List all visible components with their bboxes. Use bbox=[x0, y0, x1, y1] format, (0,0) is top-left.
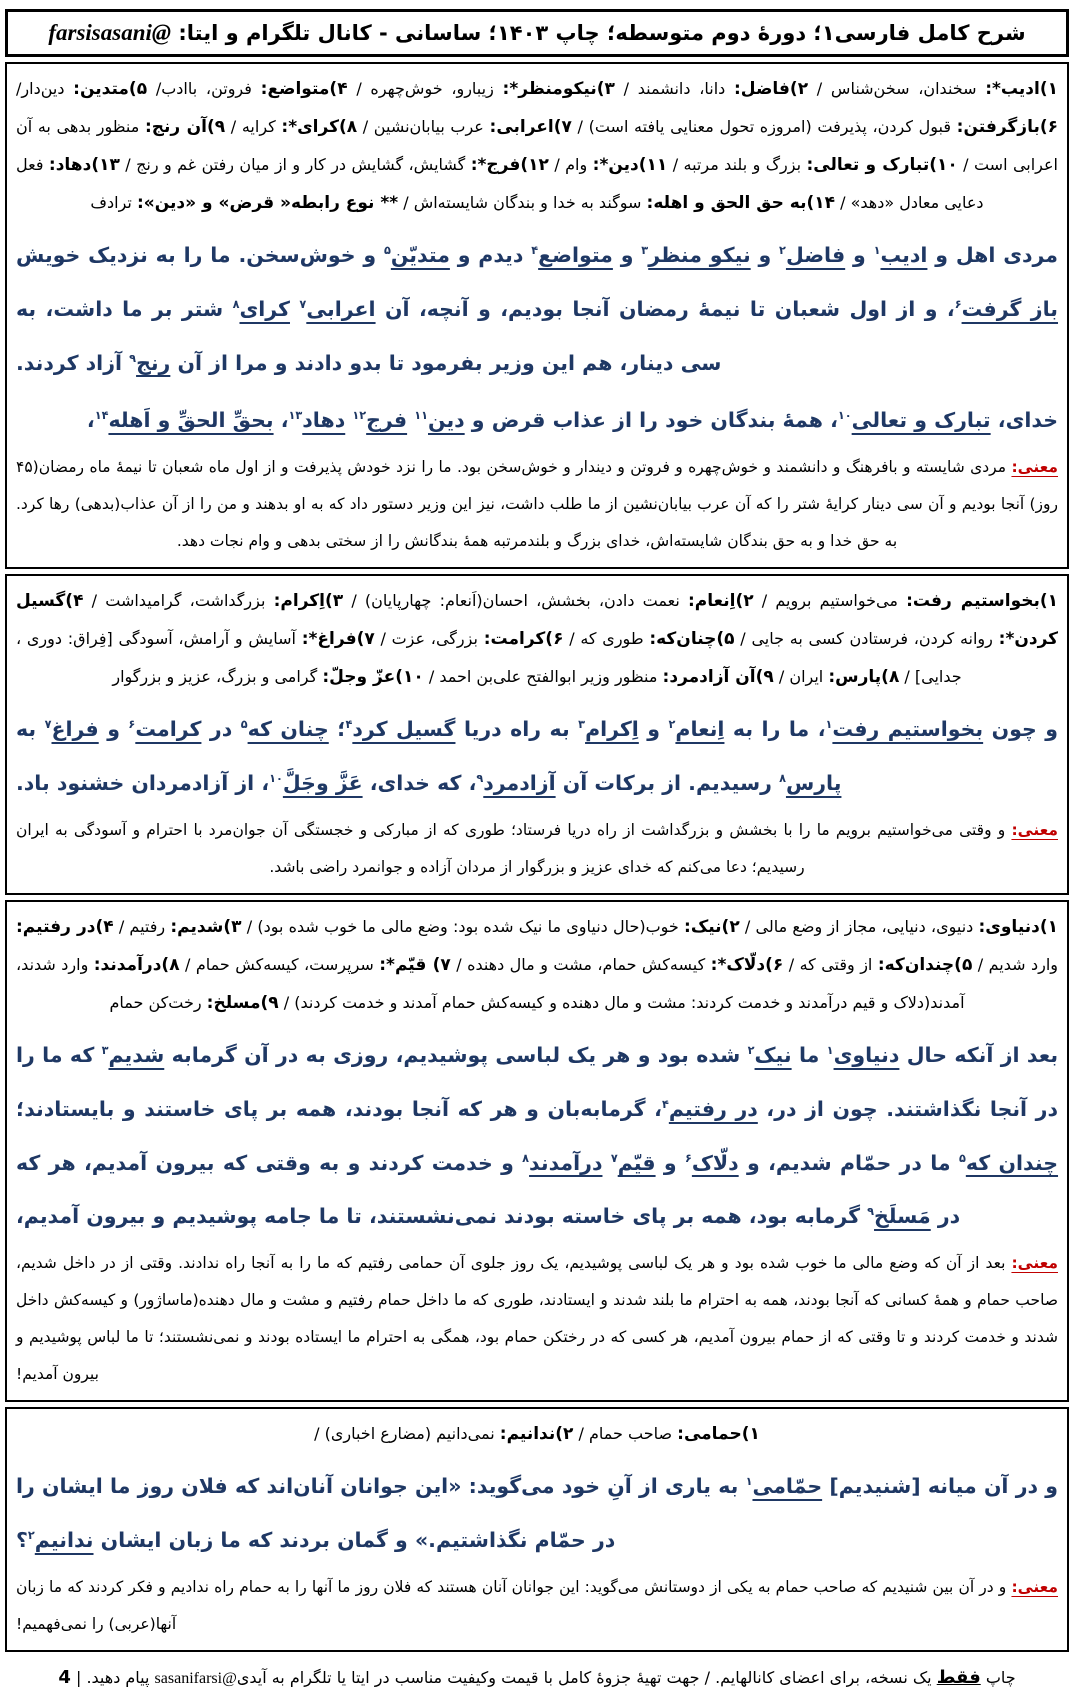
vocabulary-definitions: ۱)بخواستیم رفت: می‌خواستیم برویم / ۲)اِنعام: نعمت دادن، بخشش، احسان(اَنعام: چهارپایان) / ۳)اِکرام: بزرگداشت، گرامیداشت / ۴)گسیل کردن*: روانه کردن، فرستادن کسی به جایی / ۵)چنان‌که: طوری که / ۶)کرامت: بزرگی، عزت / ۷)فراغ*: آسایش و آرامش، آسودگی [فِراق: دوری ، جدایی] / ۸)پارس: ایران / ۹)آن آزادمرد: منظور وزیر ابوالفتح علی‌بن احمد / ۱۰)عزّ وجلّ: گرامی و بزرگ، عزیز و بزرگوار bbox=[16, 591, 1059, 688]
passage-text: بعد از آنکه حال دنیاوی$^۱$ ما نیک$^۲$ شده بود و هر یک لباسی پوشیدیم، روزی به در آن گرمابه شدیم$^۳$ که ما را در آنجا نگذاشتند. چون از در، در رفتیم$^۴$، گرمابه‌بان و هر که آنجا بودند، همه بر پای خاستند و بایستادند؛ چندان که$^۵$ ما در حمّام شدیم، و دلّاک$^۶$ و قیّم$^۷$ درآمدند$^۸$ و خدمت کردند و به وقتی که بیرون آمدیم، هر که در مَسلَخ$^۹$ گرمابه بود، همه بر پای خاسته بودند نمی‌نشستند، تا ما جامه پوشیدیم و بیرون آمدیم، bbox=[16, 1042, 1059, 1229]
lesson-section-1 bbox=[5, 62, 1069, 569]
lesson-section-4 bbox=[5, 1407, 1069, 1652]
vocabulary-definitions: ۱)دنیاوی: دنیوی، دنیایی، مجاز از وضع مالی / ۲)نیک: خوب(حال دنیاوی ما نیک شده بود: وضع مالی ما خوب شده بود) / ۳)شدیم: رفتیم / ۴)در رفتیم: وارد شدیم / ۵)چندان‌که: از وقتی که / ۶)دلّاک*: کیسه‌کش حمام، مشت و مال دهنده / ۷) قیّم*: سرپرست، کیسه‌کش حمام / ۸)درآمدند: وارد شدند، آمدند(دلاک و قیم درآمدند و خدمت کردند: مشت و مال دهنده و کیسه‌کش حمام آمدند و خدمت کردند) / ۹)مسلخ: رخت‌کن حمام bbox=[16, 916, 1059, 1013]
meaning-text: معنی: مردی شایسته و بافرهنگ و دانشمند و خوش‌چهره و فروتن و دیندار و خوش‌سخن بود. ما را نزد خودش پذیرفت و از اول ماه شعبان تا نیمهٔ ماه رمضان(۴۵ روز) آنجا بودیم و آن سی دینار کرایهٔ شتر را که آن عرب بیابان‌نشین از ما طلب داشت، نیز این وزیر دستور داد که به او بدهند و من را از آن عذاب(بدهی) رها کرد. به حق خدا و به حق بندگان شایسته‌اش، خدای بزرگ و بلندمرتبه همهٔ بندگانش را از سختی بدهی و وام نجات دهد. bbox=[16, 458, 1058, 551]
page-footer: چاپ فقط یک نسخه، برای اعضای کانالهایم. / جهت تهیهٔ جزوهٔ کامل با قیمت وکیفیت مناسب در ایتا یا تلگرام به آیدی@sasanifarsi پیام دهید. | 4 bbox=[58, 1666, 1016, 1688]
vocabulary-definitions: ۱)ادیب*: سخندان، سخن‌شناس / ۲)فاضل: دانا، دانشمند / ۳)نیکومنظر*: زیبارو، خوش‌چهره / ۴)متواضع: فروتن، باادب/ ۵)متدین: دین‌دار/ ۶)بازگرفتن: قبول کردن، پذیرفت (امروزه تحول معنایی یافته است) / ۷)اعرابی: عرب بیابان‌نشین / ۸)کرای*: کرایه / ۹)آن رنج: منظور بدهی به آن اعرابی است / ۱۰)تبارک و تعالی: بزرگ و بلند مرتبه / ۱۱)دین*: وام / ۱۲)فرج*: گشایش، گشایش در کار و از میان رفتن غم و رنج / ۱۳)دهاد: فعل دعایی معادل «دهد» / ۱۴)به حق الحق و اهله: سوگند به خدا و بندگان شایسته‌اش / ** نوع رابطه« قرض» و «دین»: ترادف bbox=[16, 79, 1059, 213]
meaning-text: معنی: و وقتی می‌خواستیم برویم ما را با بخشش و بزرگداشت از راه دریا فرستاد؛ طوری که از مبارکی و خجستگی آن جوان‌مرد با احترام و آسودگی به ایران رسیدیم؛ دعا می‌کنم که خدای عزیز و بزرگوار از مردان آزاده و جوانمرد راضی باشد. bbox=[16, 820, 1058, 876]
vocabulary-definitions: ۱)حمامی: صاحب حمام / ۲)ندانیم: نمی‌دانیم (مضارع اخباری) / bbox=[314, 1424, 760, 1445]
passage-text: و در آن میانه [شنیدیم] حمّامی$^۱$ به یاری از آنِ خود می‌گوید: «این جوانان آنان‌اند که فلان روز ما ایشان را در حمّام نگذاشتیم.» و گمان بردند که ما زبان ایشان ندانیم$^۲$؟ bbox=[16, 1474, 1058, 1552]
meaning-text: معنی: بعد از آن که وضع مالی ما خوب شده بود و هر یک لباسی پوشیدیم، یک روز جلوی آن حمامی رفتیم که ما را به آنجا راه ندادند. وقتی از در داخل شدیم، صاحب حمام و همهٔ کسانی که آنجا بودند، همه به احترام ما بلند شدند و ایستادند، طوری که ما داخل حمام رفتیم و مشت و مال دهنده(ماساژور) و کیسه‌کش داخل شدند و خدمت کردند و تا وقتی که از حمام بیرون آمدیم، هر کسی که در رختکن حمام بود، همگی به احترام ما ایستاده بودند و نمی‌نشستند؛ تا ما لباس پوشیدیم و بیرون آمدیم! bbox=[16, 1254, 1058, 1384]
lesson-section-3 bbox=[5, 900, 1069, 1402]
meaning-text: معنی: و در آن بین شنیدیم که صاحب حمام به یکی از دوستانش می‌گوید: این جوانان آنان هستند که فلان روز ما آنها را به حمام راه ندادیم و فکر کردند که ما زبان آنها(عربی) را نمی‌فهمیم! bbox=[16, 1577, 1058, 1633]
passage-text: مردی اهل و ادیب$^۱$ و فاضل$^۲$ و نیکو منظر$^۳$ و متواضع$^۴$ دیدم و متدیّن$^۵$ و خوش‌سخن. ما را به نزدیک خویش باز گرفت$^۶$، و از اول شعبان تا نیمهٔ رمضان آنجا بودیم، و آنچه، آن اعرابی$^۷$ کرای$^۸$ شتر بر ما داشت، به سی دینار، هم این وزیر بفرمود تا بدو دادند و مرا از آن رنج$^۹$ آزاد کردند. bbox=[16, 242, 1059, 375]
lesson-section-2 bbox=[5, 574, 1069, 895]
passage-text-2: خدای، تبارک و تعالی$^{۱۰}$، همهٔ بندگان خود را از عذاب قرض و دین$^{۱۱}$ فرج$^{۱۲}$ دهاد$^{۱۳}$، بحقِّ الحقِّ و اَهله$^{۱۴}$، bbox=[86, 408, 1058, 433]
page-title: شرح کامل فارسی۱؛ دورهٔ دوم متوسطه؛ چاپ ۱۴۰۳؛ ساسانی - کانال تلگرام و ایتا: @farsisasani bbox=[5, 9, 1069, 57]
passage-text: و چون بخواستیم رفت$^۱$، ما را به اِنعام$^۲$ و اِکرام$^۳$ به راه دریا گسیل کرد$^۴$؛ چنان که$^۵$ در کرامت$^۶$ و فراغ$^۷$ به پارس$^۸$ رسیدیم. از برکات آن آزادمرد$^۹$، که خدای، عَزَّ وجَلَّ$^{۱۰}$، از آزادمردان خشنود باد. bbox=[16, 717, 1058, 795]
